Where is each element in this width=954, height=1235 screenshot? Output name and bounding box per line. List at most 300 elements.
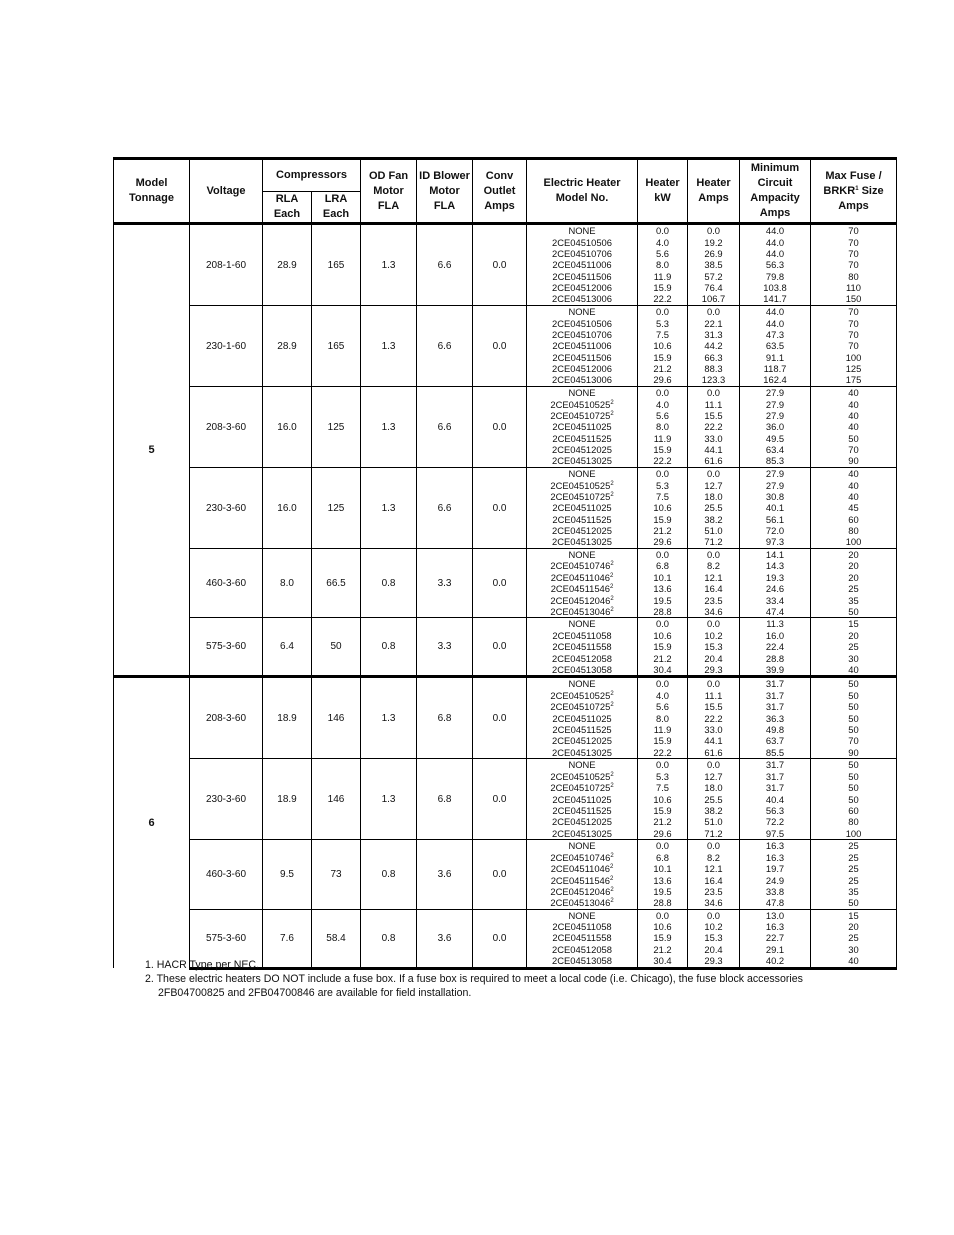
- list-item: 12.7: [704, 479, 723, 491]
- list-item: 29.6: [653, 827, 672, 839]
- list-item: 0.0: [655, 306, 670, 318]
- list-item: 2CE04510746$^2$: [550, 851, 614, 863]
- list-item: 70: [848, 225, 859, 237]
- list-item: 40: [848, 490, 859, 502]
- list-item: 70: [848, 444, 859, 456]
- footnote-marker: 2: [610, 606, 614, 613]
- heater-amps-list: [688, 224, 740, 306]
- list-item: 15.9: [653, 513, 672, 525]
- list-item: 31.7: [765, 782, 785, 794]
- min-circuit-list: [740, 840, 811, 909]
- list-item: 2CE04510525$^2$: [550, 479, 614, 491]
- list-item: 2CE04510725$^2$: [550, 409, 614, 421]
- list-item: 11.1: [704, 689, 723, 701]
- list-item: 50: [848, 712, 859, 724]
- list-item: 30.8: [765, 490, 785, 502]
- od-fan-fla-cell: 0.8: [361, 549, 417, 618]
- list-item: 49.5: [765, 432, 785, 444]
- list-item: 25: [848, 641, 859, 653]
- list-item: 13.6: [653, 874, 672, 886]
- list-item: 2CE04513025: [552, 536, 612, 548]
- list-item: 70: [848, 340, 859, 352]
- footnote-2-continued: 2FB04700825 and 2FB04700846 are available for field installation.: [158, 987, 472, 999]
- list-item: 50: [848, 782, 859, 794]
- list-item: 21.2: [653, 525, 672, 537]
- header-model-tonnage: Model Tonnage: [114, 159, 190, 224]
- list-item: 100: [845, 536, 862, 548]
- list-item: 2CE04513025: [552, 455, 612, 467]
- footnote-marker: 2: [610, 690, 614, 697]
- list-item: 40: [848, 479, 859, 491]
- max-fuse-list: [811, 840, 897, 909]
- list-item: 29.1: [765, 943, 785, 955]
- list-item: 22.2: [704, 421, 723, 433]
- model-tonnage-cell: 6: [114, 677, 190, 968]
- list-item: 5.3: [655, 317, 670, 329]
- list-item: 0.0: [706, 468, 721, 480]
- list-item: 4.0: [655, 398, 670, 410]
- model-tonnage-cell: 5: [114, 224, 190, 677]
- list-item: 25: [848, 851, 859, 863]
- list-item: 2CE04511558: [552, 641, 612, 653]
- conv-outlet-cell: 0.0: [473, 468, 527, 549]
- list-item: 162.4: [763, 374, 787, 386]
- list-item: 2CE04512025: [552, 816, 612, 828]
- footnote-marker: 2: [610, 399, 614, 406]
- list-item: 40: [848, 421, 859, 433]
- list-item: 72.2: [765, 816, 785, 828]
- list-item: 5.3: [655, 770, 670, 782]
- list-item: 2CE04512025: [552, 525, 612, 537]
- list-item: 2CE04513006: [552, 293, 612, 305]
- list-item: 11.9: [653, 724, 672, 736]
- list-item: 123.3: [701, 374, 726, 386]
- list-item: 21.2: [653, 363, 672, 375]
- list-item: 33.8: [765, 885, 785, 897]
- list-item: 16.4: [704, 874, 723, 886]
- footnote-1: 1. HACR Type per NEC.: [145, 959, 260, 971]
- list-item: 6.8: [655, 851, 670, 863]
- header-rla: RLA Each: [263, 192, 312, 224]
- list-item: 50: [848, 678, 859, 690]
- list-item: 25.5: [704, 793, 723, 805]
- list-item: 110: [846, 282, 861, 294]
- footnote-marker: 2: [610, 480, 614, 487]
- conv-outlet-cell: 0.0: [473, 224, 527, 306]
- list-item: 33.0: [704, 724, 723, 736]
- od-fan-fla-cell: 1.3: [361, 306, 417, 387]
- list-item: 20.4: [704, 943, 723, 955]
- voltage-group-row: [114, 840, 897, 909]
- footnote-marker: 2: [609, 584, 614, 591]
- list-item: 2CE04510746$^2$: [550, 560, 614, 572]
- list-item: 91.1: [765, 351, 785, 363]
- list-item: 24.9: [765, 874, 785, 886]
- list-item: NONE: [568, 759, 596, 771]
- list-item: 40: [848, 387, 859, 399]
- lra-cell: 66.5: [312, 549, 361, 618]
- list-item: 29.6: [653, 374, 672, 386]
- list-item: 25: [848, 863, 859, 875]
- list-item: 2CE04512025: [552, 735, 612, 747]
- list-item: 2CE04510706: [552, 328, 612, 340]
- list-item: 22.4: [765, 641, 785, 653]
- list-item: 60: [848, 805, 859, 817]
- list-item: 19.7: [765, 863, 785, 875]
- list-item: 2CE04510725$^2$: [550, 701, 614, 713]
- footnote-marker: 2: [610, 561, 614, 568]
- list-item: 85.3: [765, 455, 785, 467]
- list-item: 22.2: [653, 746, 672, 758]
- list-item: 20: [848, 549, 859, 560]
- list-item: 28.8: [653, 897, 672, 909]
- od-fan-fla-cell: 0.8: [361, 909, 417, 968]
- header-heater-model: Electric Heater Model No.: [527, 159, 638, 224]
- list-item: 16.3: [765, 840, 785, 852]
- list-item: 27.9: [765, 387, 785, 399]
- list-item: 13.0: [765, 909, 785, 921]
- heater-amps-list: [688, 468, 740, 549]
- list-item: 90: [848, 746, 859, 758]
- heater-kw-list: [638, 468, 688, 549]
- heater-amps-list: [688, 840, 740, 909]
- list-item: 44.0: [765, 317, 785, 329]
- voltage-group-row: [114, 468, 897, 549]
- list-item: 80: [848, 270, 859, 282]
- list-item: 2CE04511006: [552, 259, 612, 271]
- list-item: 56.1: [765, 513, 785, 525]
- list-item: 97.3: [765, 536, 785, 548]
- list-item: 2CE04513025: [552, 827, 612, 839]
- list-item: 50: [848, 432, 859, 444]
- heater-kw-list: [638, 759, 688, 840]
- heater-amps-list: [688, 387, 740, 468]
- heater-amps-list: [688, 677, 740, 759]
- list-item: 0.0: [655, 909, 670, 921]
- list-item: 25: [848, 583, 859, 595]
- list-item: 15: [848, 909, 859, 921]
- list-item: 0.0: [655, 549, 670, 560]
- list-item: 5.6: [655, 701, 670, 713]
- list-item: 2CE04511046$^2$: [550, 571, 614, 583]
- list-item: 2CE04511506: [552, 270, 612, 282]
- list-item: 44.0: [765, 247, 785, 259]
- max-fuse-list: [811, 306, 897, 387]
- list-item: 10.2: [704, 921, 723, 933]
- list-item: 2CE04510725$^2$: [550, 782, 614, 794]
- min-circuit-list: [740, 618, 811, 677]
- list-item: 106.7: [701, 293, 726, 305]
- list-item: 15.3: [704, 932, 723, 944]
- header-voltage: Voltage: [190, 159, 263, 224]
- list-item: 8.2: [706, 851, 721, 863]
- id-blower-fla-cell: 3.6: [417, 840, 473, 909]
- list-item: 70: [848, 236, 859, 248]
- voltage-cell: 460-3-60: [190, 840, 263, 909]
- list-item: 22.2: [653, 293, 672, 305]
- list-item: 27.9: [765, 409, 785, 421]
- list-item: 12.1: [704, 863, 723, 875]
- list-item: 0.0: [655, 468, 670, 480]
- list-item: 25: [848, 932, 859, 944]
- list-item: 23.5: [704, 885, 723, 897]
- lra-cell: 165: [312, 306, 361, 387]
- table-header: [114, 159, 897, 224]
- od-fan-fla-cell: 0.8: [361, 618, 417, 677]
- list-item: 51.0: [704, 816, 723, 828]
- list-item: 10.6: [653, 629, 672, 641]
- list-item: NONE: [568, 678, 596, 690]
- footnote-marker: 2: [610, 410, 614, 417]
- list-item: 21.2: [653, 652, 672, 664]
- list-item: 20: [848, 629, 859, 641]
- list-item: 66.3: [704, 351, 723, 363]
- list-item: 15.5: [704, 409, 723, 421]
- list-item: NONE: [568, 840, 596, 852]
- list-item: 10.6: [653, 502, 672, 514]
- heater-model-list: [527, 468, 638, 549]
- rla-cell: 28.9: [263, 306, 312, 387]
- list-item: 33.4: [765, 594, 785, 606]
- max-fuse-list: [811, 618, 897, 677]
- list-item: 2CE04511525: [552, 805, 612, 817]
- list-item: 8.0: [655, 259, 670, 271]
- heater-kw-list: [638, 840, 688, 909]
- list-item: 70: [848, 247, 859, 259]
- header-max-fuse: Max Fuse / BRKR$^1$ Size Amps: [811, 159, 897, 224]
- list-item: 70: [848, 306, 859, 318]
- list-item: 10.1: [653, 863, 672, 875]
- list-item: 22.1: [704, 317, 723, 329]
- list-item: 38.5: [704, 259, 723, 271]
- footnote-marker: 2: [610, 898, 614, 905]
- footnote-marker: 2: [610, 886, 614, 893]
- list-item: 36.3: [765, 712, 785, 724]
- heater-model-list: [527, 618, 638, 677]
- list-item: 26.9: [704, 247, 723, 259]
- list-item: 19.3: [765, 571, 785, 583]
- list-item: 31.3: [704, 328, 723, 340]
- list-item: 21.2: [653, 816, 672, 828]
- list-item: 11.9: [653, 432, 672, 444]
- od-fan-fla-cell: 1.3: [361, 759, 417, 840]
- list-item: 2CE04512006: [552, 363, 612, 375]
- list-item: 44.0: [765, 225, 785, 237]
- list-item: 70: [848, 735, 859, 747]
- id-blower-fla-cell: 6.6: [417, 306, 473, 387]
- list-item: 27.9: [765, 398, 785, 410]
- lra-cell: 58.4: [312, 909, 361, 968]
- voltage-cell: 208-3-60: [190, 387, 263, 468]
- list-item: 2CE04513046$^2$: [550, 897, 614, 909]
- list-item: 20.4: [704, 652, 723, 664]
- list-item: 50: [848, 689, 859, 701]
- list-item: 2CE04512058: [552, 943, 612, 955]
- list-item: 50: [848, 793, 859, 805]
- list-item: 4.0: [655, 236, 670, 248]
- rla-cell: 8.0: [263, 549, 312, 618]
- footnote-marker: 2: [610, 702, 614, 709]
- max-fuse-list: [811, 224, 897, 306]
- list-item: 2CE04512006: [552, 282, 612, 294]
- list-item: 21.2: [653, 943, 672, 955]
- list-item: 30: [848, 943, 859, 955]
- list-item: 72.0: [765, 525, 785, 537]
- conv-outlet-cell: 0.0: [473, 909, 527, 968]
- list-item: 27.9: [765, 479, 785, 491]
- id-blower-fla-cell: 6.6: [417, 468, 473, 549]
- list-item: 19.5: [653, 594, 672, 606]
- list-item: 0.0: [706, 678, 721, 690]
- list-item: 2CE04513058: [552, 663, 612, 675]
- lra-cell: 165: [312, 224, 361, 306]
- footnote-marker: 2: [609, 572, 614, 579]
- heater-model-list: [527, 759, 638, 840]
- list-item: 15.9: [653, 735, 672, 747]
- list-item: 2CE04512046$^2$: [550, 594, 614, 606]
- min-circuit-list: [740, 677, 811, 759]
- list-item: 0.0: [706, 306, 721, 318]
- rla-cell: 18.9: [263, 677, 312, 759]
- rla-cell: 28.9: [263, 224, 312, 306]
- rla-cell: 6.4: [263, 618, 312, 677]
- lra-cell: 73: [312, 840, 361, 909]
- list-item: 25: [848, 874, 859, 886]
- od-fan-fla-cell: 1.3: [361, 677, 417, 759]
- list-item: 88.3: [704, 363, 723, 375]
- list-item: 61.6: [704, 746, 723, 758]
- list-item: 15.9: [653, 351, 672, 363]
- list-item: 28.8: [653, 605, 672, 617]
- od-fan-fla-cell: 1.3: [361, 224, 417, 306]
- list-item: 5.6: [655, 247, 670, 259]
- list-item: 16.3: [765, 851, 785, 863]
- list-item: 141.7: [763, 293, 787, 305]
- list-item: 61.6: [704, 455, 723, 467]
- header-lra: LRA Each: [312, 192, 361, 224]
- min-circuit-list: [740, 224, 811, 306]
- heater-kw-list: [638, 224, 688, 306]
- footnote-marker: 2: [610, 595, 614, 602]
- heater-amps-list: [688, 759, 740, 840]
- list-item: 2CE04513046$^2$: [550, 605, 614, 617]
- list-item: 29.3: [704, 663, 723, 675]
- list-item: 38.2: [704, 513, 723, 525]
- conv-outlet-cell: 0.0: [473, 759, 527, 840]
- list-item: 12.1: [704, 571, 723, 583]
- list-item: 0.0: [706, 759, 721, 771]
- list-item: 2CE04511025: [552, 421, 612, 433]
- header-id-blower: ID Blower Motor FLA: [417, 159, 473, 224]
- list-item: 16.4: [704, 583, 723, 595]
- list-item: 15.3: [704, 641, 723, 653]
- voltage-cell: 575-3-60: [190, 909, 263, 968]
- voltage-group-row: [114, 224, 897, 306]
- footnote-marker: 2: [610, 783, 614, 790]
- heater-amps-list: [688, 549, 740, 618]
- list-item: 47.8: [765, 897, 785, 909]
- list-item: 16.3: [765, 921, 785, 933]
- list-item: 50: [848, 770, 859, 782]
- list-item: 40.2: [765, 955, 785, 967]
- list-item: 15.9: [653, 444, 672, 456]
- list-item: 44.2: [704, 340, 723, 352]
- list-item: 63.7: [765, 735, 785, 747]
- list-item: 45: [848, 502, 859, 514]
- list-item: 12.7: [704, 770, 723, 782]
- list-item: 20: [848, 921, 859, 933]
- list-item: 2CE04511025: [552, 793, 612, 805]
- list-item: 16.0: [765, 629, 785, 641]
- list-item: 36.0: [765, 421, 785, 433]
- list-item: 0.0: [706, 549, 721, 560]
- voltage-cell: 208-3-60: [190, 677, 263, 759]
- max-fuse-list: [811, 759, 897, 840]
- list-item: 8.2: [706, 560, 721, 572]
- list-item: 14.1: [765, 549, 785, 560]
- list-item: 18.0: [704, 782, 723, 794]
- list-item: 0.0: [655, 678, 670, 690]
- min-circuit-list: [740, 387, 811, 468]
- list-item: 60: [848, 513, 859, 525]
- footnote-marker: 2: [609, 864, 614, 871]
- list-item: 5.6: [655, 409, 670, 421]
- list-item: 4.0: [655, 689, 670, 701]
- min-circuit-list: [740, 306, 811, 387]
- list-item: 80: [848, 525, 859, 537]
- list-item: 2CE04511025: [552, 712, 612, 724]
- heater-model-list: [527, 387, 638, 468]
- list-item: NONE: [568, 387, 596, 399]
- list-item: 2CE04511546$^2$: [550, 874, 614, 886]
- list-item: 79.8: [765, 270, 785, 282]
- list-item: 2CE04511546$^2$: [550, 583, 614, 595]
- list-item: 34.6: [704, 605, 723, 617]
- list-item: 30.4: [653, 955, 672, 967]
- lra-cell: 146: [312, 677, 361, 759]
- list-item: 34.6: [704, 897, 723, 909]
- list-item: 22.2: [653, 455, 672, 467]
- max-fuse-list: [811, 387, 897, 468]
- min-circuit-list: [740, 468, 811, 549]
- rla-cell: 9.5: [263, 840, 312, 909]
- list-item: 2CE04511525: [552, 513, 612, 525]
- id-blower-fla-cell: 3.3: [417, 549, 473, 618]
- voltage-group-row: [114, 549, 897, 618]
- list-item: 15.9: [653, 805, 672, 817]
- footnote-2: 2. These electric heaters DO NOT include a fuse box. If a fuse box is required to meet a local code (i.e. Chicago), the fuse block accessories: [145, 973, 803, 985]
- header-od-fan: OD Fan Motor FLA: [361, 159, 417, 224]
- max-fuse-list: [811, 468, 897, 549]
- heater-model-list: [527, 549, 638, 618]
- heater-kw-list: [638, 306, 688, 387]
- list-item: 76.4: [704, 282, 723, 294]
- list-item: 10.6: [653, 793, 672, 805]
- list-item: 31.7: [765, 770, 785, 782]
- list-item: 63.4: [765, 444, 785, 456]
- list-item: 25: [848, 840, 859, 852]
- list-item: 40: [848, 468, 859, 480]
- list-item: 15.5: [704, 701, 723, 713]
- list-item: 2CE04513058: [552, 955, 612, 967]
- conv-outlet-cell: 0.0: [473, 549, 527, 618]
- id-blower-fla-cell: 6.6: [417, 224, 473, 306]
- list-item: 35: [848, 594, 859, 606]
- list-item: 51.0: [704, 525, 723, 537]
- list-item: 85.5: [765, 746, 785, 758]
- voltage-cell: 230-3-60: [190, 759, 263, 840]
- voltage-group-row: [114, 759, 897, 840]
